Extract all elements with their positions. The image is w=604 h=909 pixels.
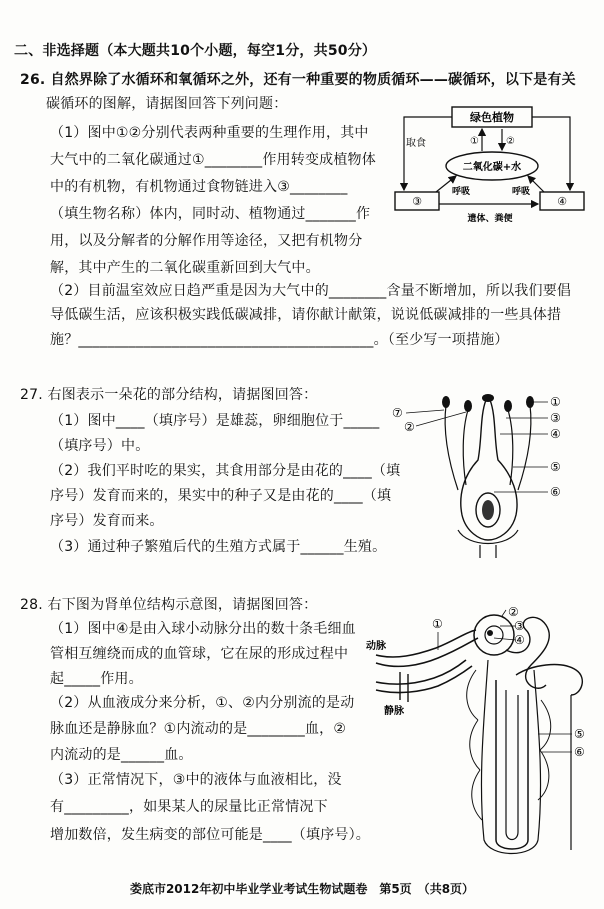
q26-line: 大气中的二氧化碳通过①________作用转变成植物体 bbox=[50, 152, 376, 168]
eat-label-1: 取食 bbox=[406, 138, 426, 149]
q26-line: 施？_________________________________________。（至少写一项措施） bbox=[50, 332, 509, 348]
flower-label-5: ⑤ bbox=[550, 460, 561, 474]
nephron-label-4: ④ bbox=[514, 633, 525, 647]
q28-line: 起_____作用。 bbox=[50, 671, 143, 687]
artery-label: 动脉 bbox=[366, 641, 386, 652]
q26-line: 中的有机物，有机物通过食物链进入③________ bbox=[50, 179, 348, 195]
remains-label: 遗体、粪便 bbox=[467, 214, 513, 224]
q28-line: 脉血还是静脉血？①内流动的是________血，② bbox=[50, 721, 347, 737]
q27-line: （3）通过种子繁殖后代的生殖方式属于______生殖。 bbox=[50, 539, 387, 555]
nephron-label-5: ⑤ bbox=[574, 727, 585, 741]
flower-label-3: ③ bbox=[550, 411, 561, 425]
co2-label: 二氧化碳+水 bbox=[462, 162, 522, 173]
flower-label-6: ⑥ bbox=[550, 485, 561, 499]
nephron-label-2: ② bbox=[508, 605, 519, 619]
flower-diagram bbox=[388, 380, 588, 558]
q27-line: （填序号）中。 bbox=[50, 438, 150, 454]
q28-line: 内流动的是______血。 bbox=[50, 747, 193, 763]
nephron-label-1: ① bbox=[432, 617, 443, 631]
flower-label-2: ② bbox=[404, 420, 415, 434]
resp-right-label: 呼吸 bbox=[512, 187, 531, 197]
q28-line: （1）图中④是由入球小动脉分出的数十条毛细血 bbox=[50, 621, 356, 637]
nephron-label-6: ⑥ bbox=[574, 745, 585, 759]
flower-label-4: ④ bbox=[550, 427, 561, 441]
flower-label-7: ⑦ bbox=[392, 406, 403, 420]
q26-line: （填生物名称）体内，同时动、植物通过_______作 bbox=[50, 206, 371, 222]
carbon-cycle-diagram bbox=[390, 104, 590, 234]
flower-label-1: ① bbox=[550, 395, 561, 409]
q28-line: 增加数倍，发生病变的部位可能是____（填序号）。 bbox=[50, 827, 370, 843]
label-1: ① bbox=[470, 136, 479, 147]
resp-left-label: 呼吸 bbox=[452, 187, 471, 197]
q28-title: 28. 右下图为肾单位结构示意图，请据图回答： bbox=[20, 597, 318, 613]
q26-line: （1）图中①②分别代表两种重要的生理作用，其中 bbox=[50, 125, 369, 141]
plant-label: 绿色植物 bbox=[470, 111, 514, 124]
q26-line: 碳循环的图解，请据图回答下列问题： bbox=[46, 96, 288, 112]
q26-line: 解，其中产生的二氧化碳重新回到大气中。 bbox=[50, 260, 320, 276]
q26-line: 用，以及分解者的分解作用等途径，又把有机物分 bbox=[50, 233, 363, 249]
q27-line: 序号）发育而来。 bbox=[50, 513, 164, 529]
nephron-diagram bbox=[366, 600, 592, 858]
q28-line: 管相互缠绕而成的血管球，它在尿的形成过程中 bbox=[50, 646, 349, 662]
label-2: ② bbox=[506, 136, 515, 147]
nephron-label-3: ③ bbox=[514, 619, 525, 633]
q27-line: 序号）发育而来的，果实中的种子又是由花的____（填 bbox=[50, 488, 392, 504]
q28-line: （3）正常情况下，③中的液体与血液相比，没 bbox=[50, 772, 342, 788]
q26-line: （2）目前温室效应日趋严重是因为大气中的________含量不断增加，所以我们要倡 bbox=[50, 283, 572, 299]
label-3: ③ bbox=[412, 195, 422, 208]
q28-line: 有_________，如果某人的尿量比正常情况下 bbox=[50, 799, 328, 815]
q28-line: （2）从血液成分来分析，①、②内分别流的是动 bbox=[50, 695, 355, 711]
q26-title: 26. 自然界除了水循环和氧循环之外，还有一种重要的物质循环——碳循环，以下是有关 bbox=[20, 72, 576, 88]
page-footer: 娄底市2012年初中毕业学业考试生物试题卷 第5页 （共8页） bbox=[129, 882, 475, 896]
q26-line: 导低碳生活，应该积极实践低碳减排，请你献计献策，说说低碳减排的一些具体措 bbox=[50, 307, 562, 323]
vein-label: 静脉 bbox=[384, 706, 404, 717]
q27-line: （1）图中____（填序号）是雄蕊，卵细胞位于_____ bbox=[50, 413, 380, 429]
q27-title: 27. 右图表示一朵花的部分结构，请据图回答： bbox=[20, 387, 318, 403]
section-header: 二、非选择题（本大题共10个小题，每空1分，共50分） bbox=[14, 43, 377, 59]
label-4: ④ bbox=[557, 195, 567, 208]
q27-line: （2）我们平时吃的果实，其食用部分是由花的____（填 bbox=[50, 463, 401, 479]
